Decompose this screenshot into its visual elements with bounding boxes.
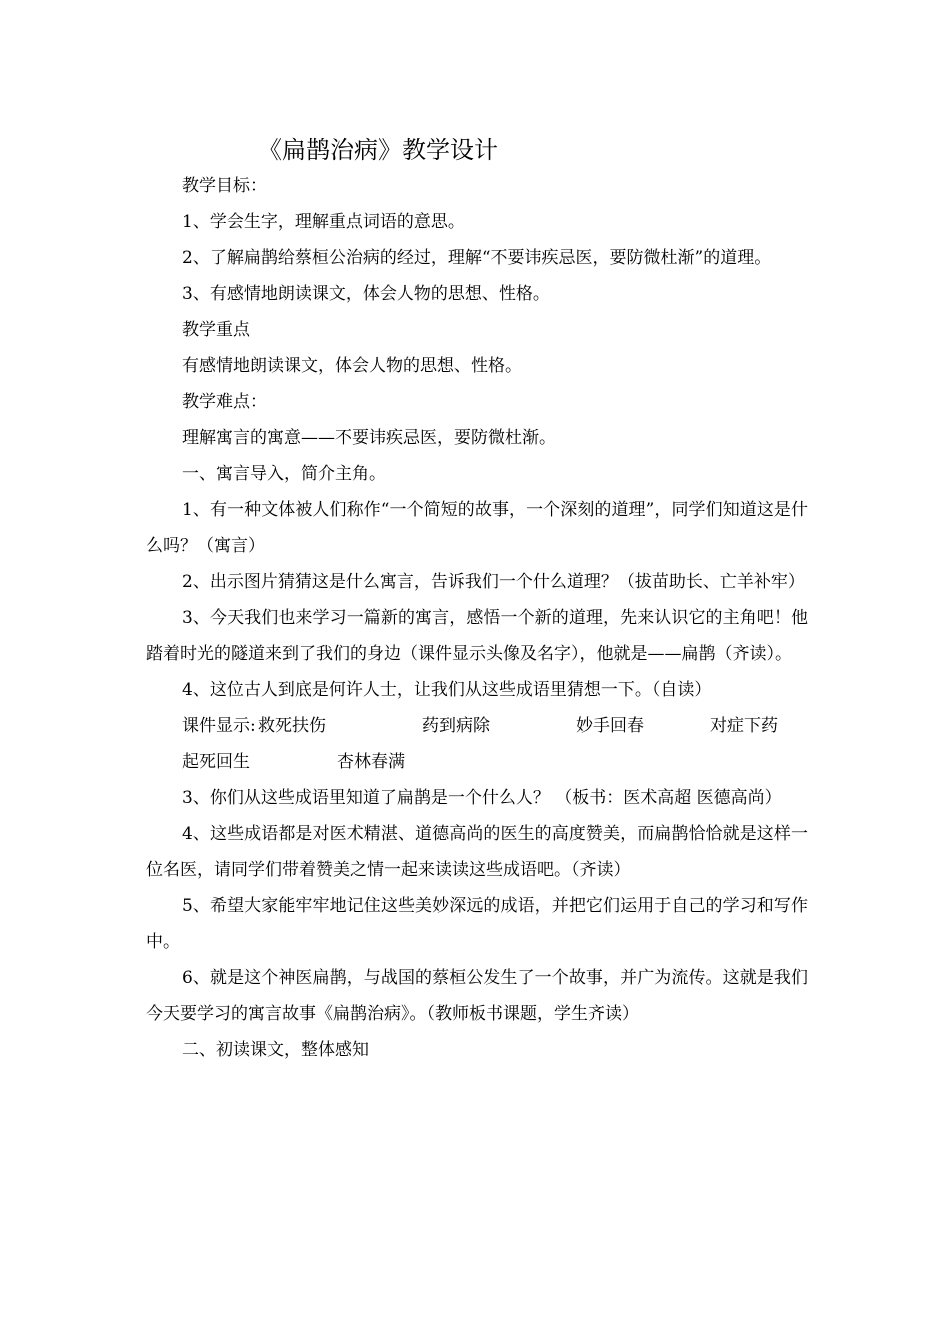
paragraph: 4、这些成语都是对医术精湛、道德高尚的医生的高度赞美，而扁鹊恰恰就是这样一位名医，请同学们带着赞美之情一起来读读这些成语吧。（齐读）	[146, 824, 808, 880]
idiom: 对症下药	[710, 716, 778, 736]
paragraph: 4、这位古人到底是何许人士，让我们从这些成语里猜想一下。（自读）	[182, 680, 712, 700]
paragraph: 有感情地朗读课文，体会人物的思想、性格。	[182, 356, 522, 376]
paragraph: 6、就是这个神医扁鹊，与战国的蔡桓公发生了一个故事，并广为流传。这就是我们今天要学习的寓言故事《扁鹊治病》。（教师板书课题，学生齐读）	[146, 968, 808, 1024]
paragraph: 1、学会生字，理解重点词语的意思。	[182, 212, 465, 232]
paragraph: 理解寓言的寓意——不要讳疾忌医，要防微杜渐。	[182, 428, 556, 448]
idiom: 妙手回春	[576, 716, 644, 736]
paragraph: 教学重点	[182, 320, 250, 340]
courseware-label: 课件显示:	[182, 716, 256, 736]
paragraph: 二、初读课文，整体感知	[182, 1040, 369, 1060]
courseware-idioms-row-1	[146, 708, 808, 744]
paragraph: 3、你们从这些成语里知道了扁鹊是一个什么人？ （板书：医术高超 医德高尚）	[182, 788, 782, 808]
paragraph: 1、有一种文体被人们称作“一个简短的故事，一个深刻的道理”，同学们知道这是什么吗？（寓言）	[146, 500, 808, 556]
idiom: 救死扶伤	[258, 716, 326, 736]
paragraph: 2、出示图片猜猜这是什么寓言，告诉我们一个什么道理？（拔苗助长、亡羊补牢）	[182, 572, 805, 592]
paragraph: 3、有感情地朗读课文，体会人物的思想、性格。	[182, 284, 550, 304]
paragraph: 教学难点：	[182, 392, 267, 412]
document-title: 《扁鹊治病》教学设计	[258, 136, 498, 164]
paragraph: 5、希望大家能牢牢地记住这些美妙深远的成语，并把它们运用于自己的学习和写作中。	[146, 896, 808, 952]
paragraph: 2、了解扁鹊给蔡桓公治病的经过，理解“不要讳疾忌医，要防微杜渐”的道理。	[182, 248, 772, 268]
paragraph: 一、寓言导入，简介主角。	[182, 464, 386, 484]
courseware-idioms-row-2	[146, 744, 808, 780]
paragraph: 3、今天我们也来学习一篇新的寓言，感悟一个新的道理，先来认识它的主角吧！他踏着时光的隧道来到了我们的身边（课件显示头像及名字），他就是——扁鹊（齐读）。	[146, 608, 808, 664]
document-body	[146, 168, 808, 1068]
paragraph: 教学目标：	[182, 176, 267, 196]
idiom: 杏林春满	[337, 752, 405, 772]
idiom: 药到病除	[422, 716, 490, 736]
idiom: 起死回生	[182, 752, 250, 772]
